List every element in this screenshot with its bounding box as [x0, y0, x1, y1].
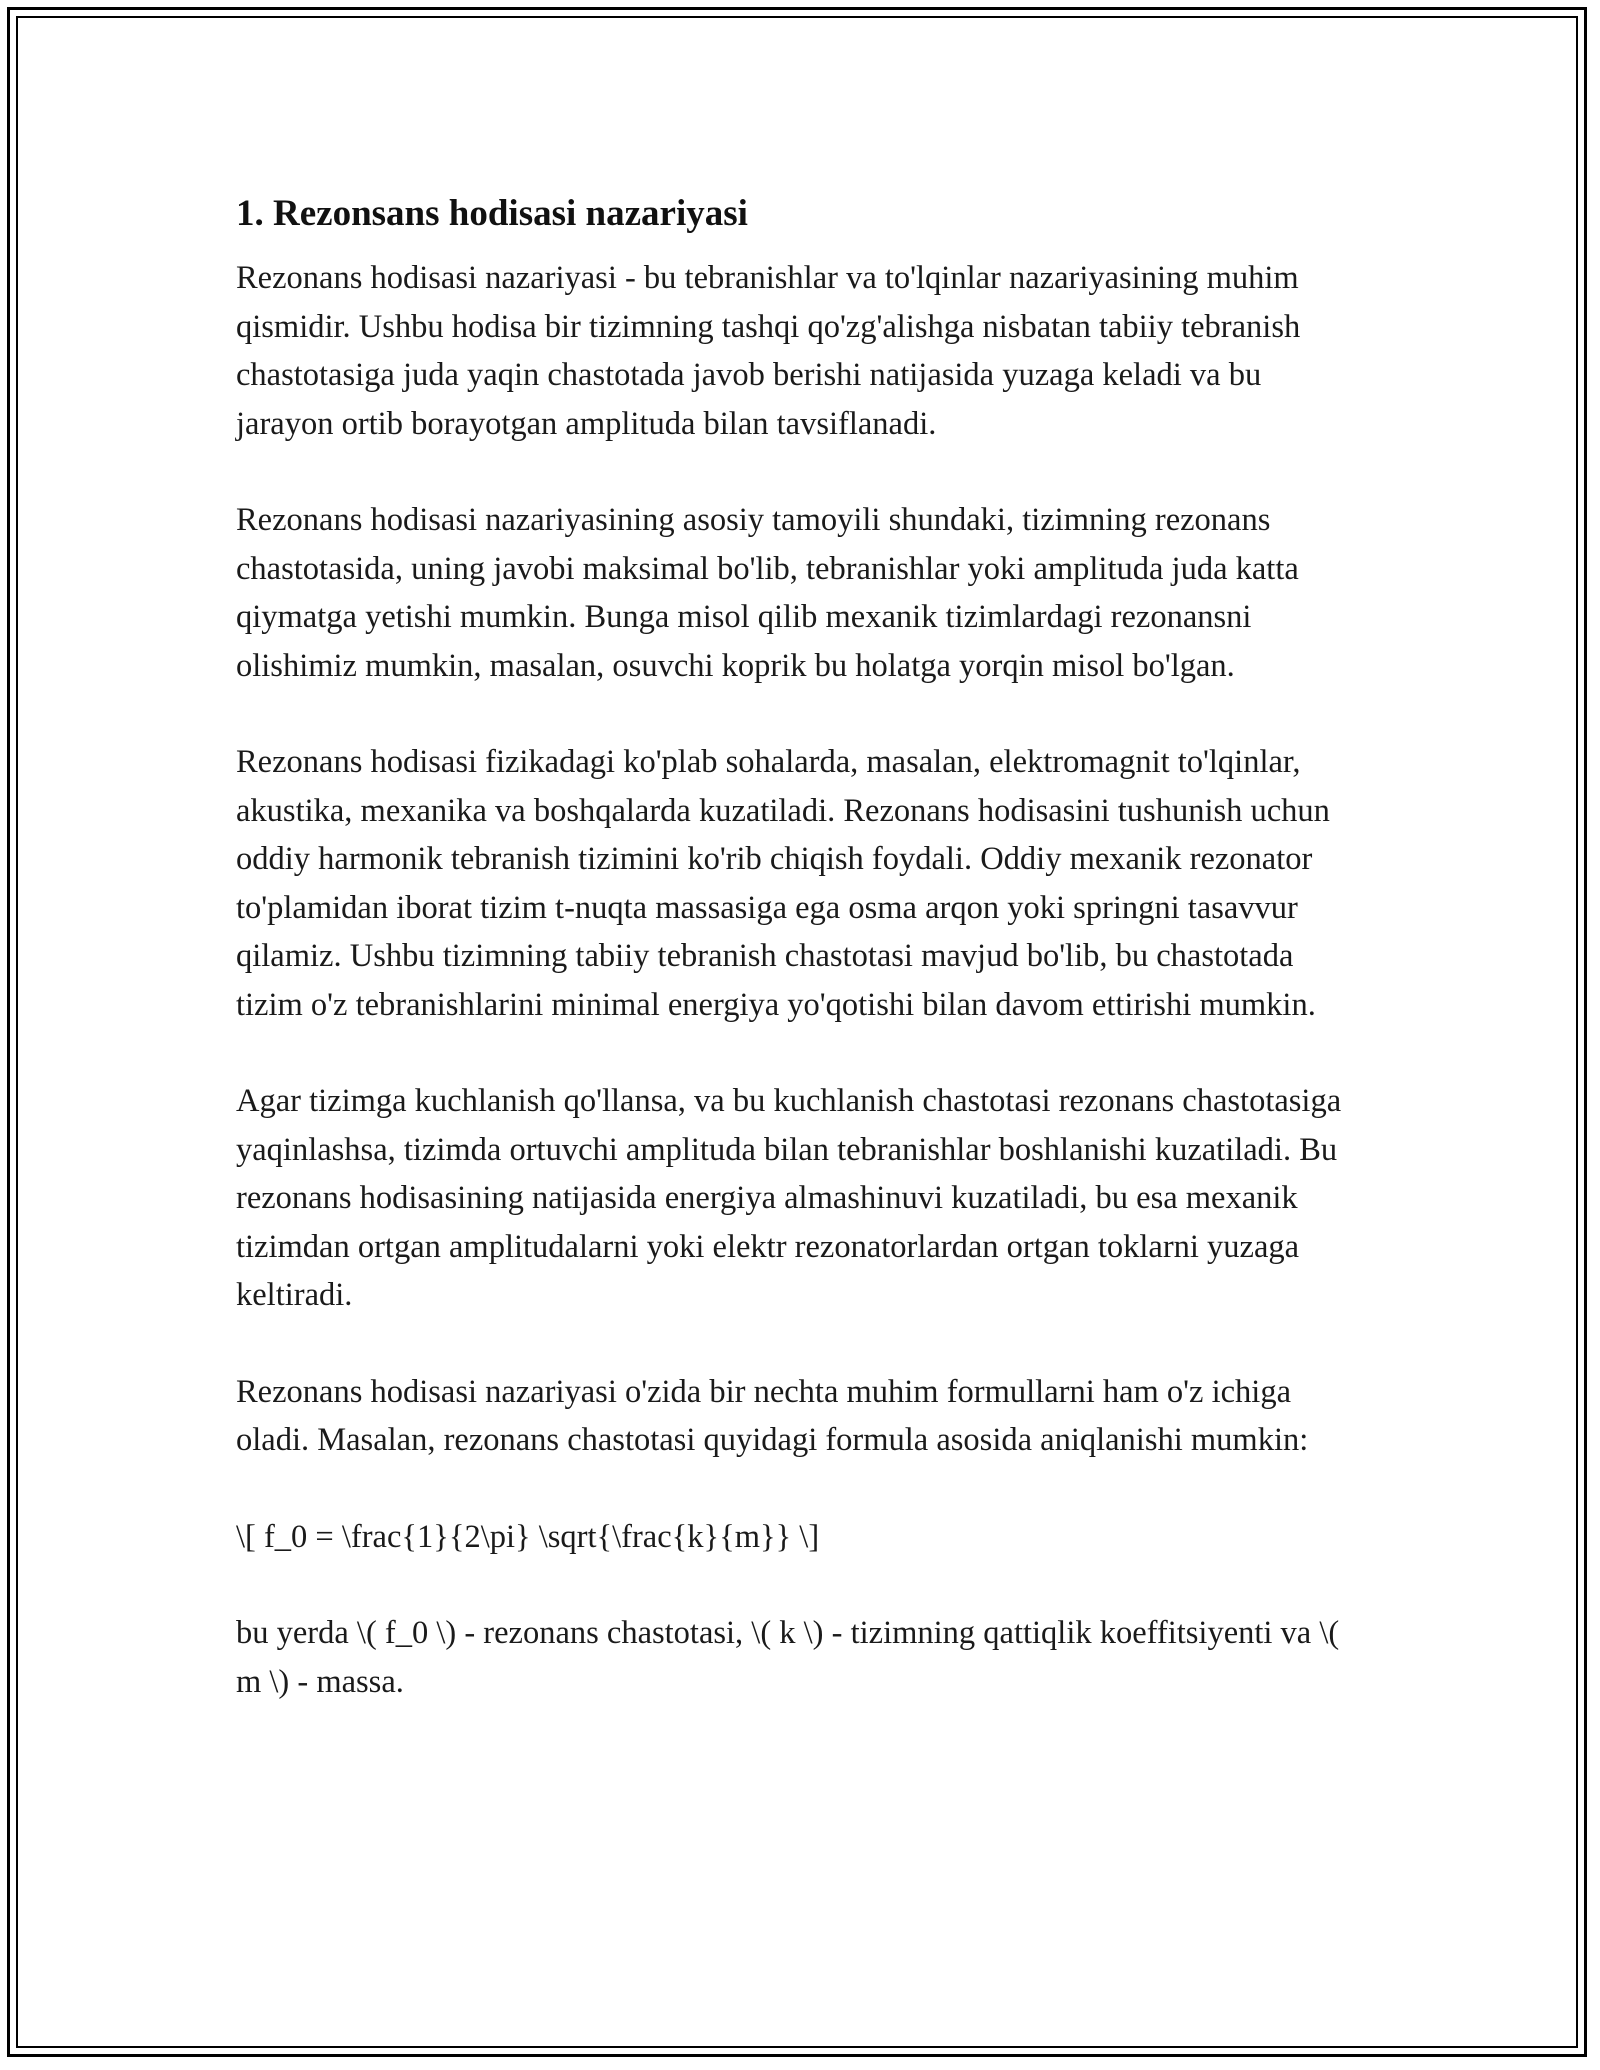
- resonance-formula: \[ f_0 = \frac{1}{2\pi} \sqrt{\frac{k}{m}} \]: [236, 1518, 820, 1555]
- formula-explanation: bu yerda \( f_0 \) - rezonans chastotasi, \( k \) - tizimning qattiqlik koeffitsiyenti va \( m \) - massa.: [236, 1615, 1340, 1700]
- paragraph-2: Rezonans hodisasi nazariyasining asosiy tamoyili shundaki, tizimning rezonans chastotasida, uning javobi maksimal bo'lib, tebranishlar yoki amplituda juda katta qiymatga yetishi mumkin. Bunga misol qilib mexanik tizimlardagi rezonansni olishimiz mumkin, masalan, osuvchi koprik bu holatga yorqin misol bo'lgan.: [236, 502, 1299, 684]
- paragraph-5: Rezonans hodisasi nazariyasi o'zida bir nechta muhim formullarni ham o'z ichiga oladi. Masalan, rezonans chastotasi quyidagi formula asosida aniqlanishi mumkin:: [236, 1373, 1309, 1458]
- document-title: 1. Rezonsans hodisasi nazariyasi: [236, 193, 748, 234]
- paragraph-3: Rezonans hodisasi fizikadagi ko'plab sohalarda, masalan, elektromagnit to'lqinlar, akustika, mexanika va boshqalarda kuzatiladi. Rezonans hodisasini tushunish uchun oddiy harmonik tebranish tizimini ko'rib chiqish foydali. Oddiy mexanik rezonator to'plamidan iborat tizim t-nuqta massasiga ega osma arqon yoki springni tasavvur qilamiz. Ushbu tizimning tabiiy tebranish chastotasi mavjud bo'lib, bu chastotada tizim o'z tebranishlarini minimal energiya yo'qotishi bilan davom ettirishi mumkin.: [236, 744, 1330, 1023]
- paragraph-1: Rezonans hodisasi nazariyasi - bu tebranishlar va to'lqinlar nazariyasining muhim qismidir. Ushbu hodisa bir tizimning tashqi qo'zg'alishga nisbatan tabiiy tebranish chastotasiga juda yaqin chastotada javob berishi natijasida yuzaga keladi va bu jarayon ortib borayotgan amplituda bilan tavsiflanadi.: [236, 260, 1301, 442]
- paragraph-4: Agar tizimga kuchlanish qo'llansa, va bu kuchlanish chastotasi rezonans chastotasiga yaqinlashsa, tizimda ortuvchi amplituda bilan tebranishlar boshlanishi kuzatiladi. Bu rezonans hodisasining natijasida energiya almashinuvi kuzatiladi, bu esa mexanik tizimdan ortgan amplitudalarni yoki elektr rezonatorlardan ortgan toklarni yuzaga keltiradi.: [236, 1083, 1342, 1313]
- document-body: [236, 186, 1366, 1754]
